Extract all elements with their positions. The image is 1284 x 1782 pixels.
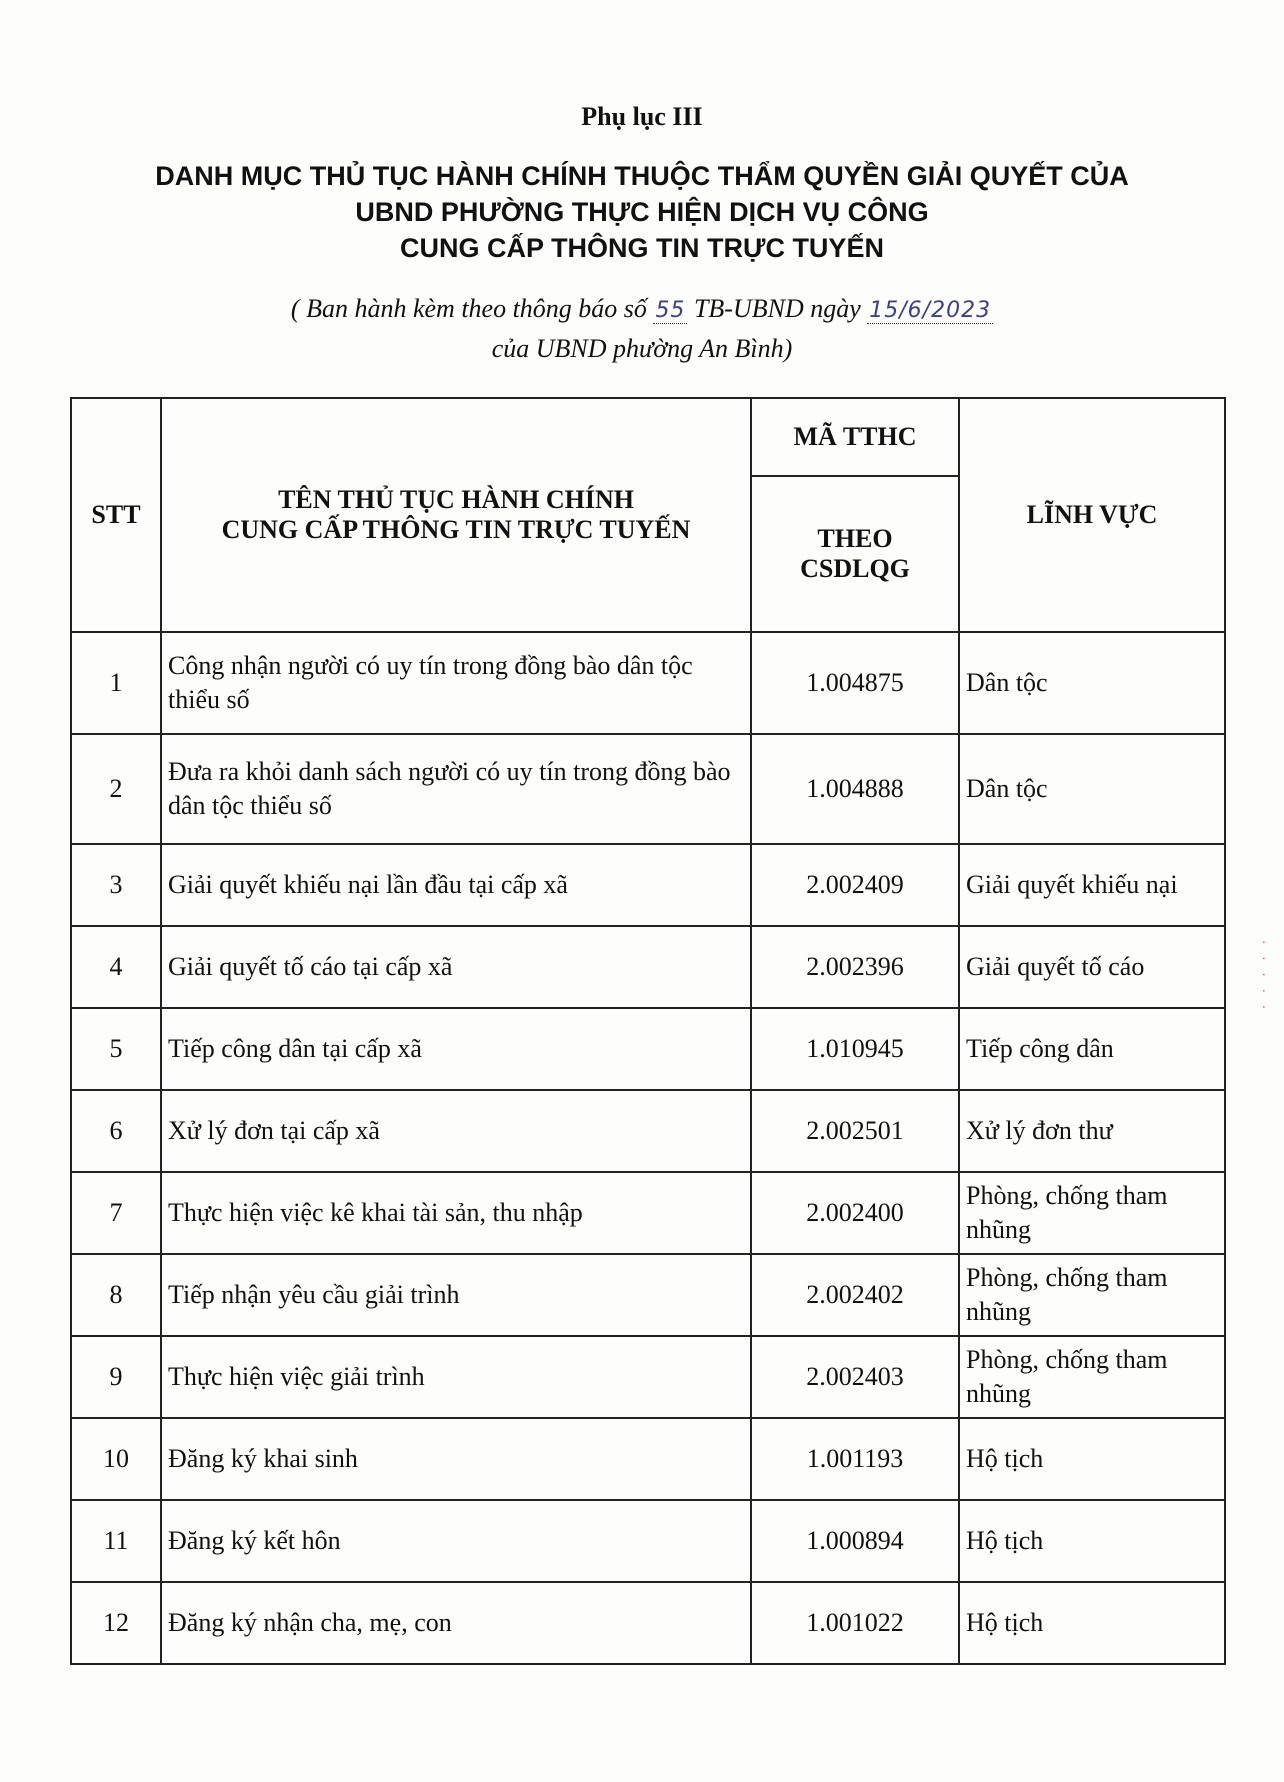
- table-row: [71, 1254, 1225, 1336]
- row-code: 2.002396: [751, 926, 959, 1008]
- margin-stamp-mark: · · · · ·: [1255, 940, 1270, 1014]
- row-procedure-name: Xử lý đơn tại cấp xã: [161, 1090, 751, 1172]
- row-code: 1.004875: [751, 632, 959, 734]
- subtitle-prefix: ( Ban hành kèm theo thông báo số: [290, 294, 647, 323]
- table-row: [71, 1418, 1225, 1500]
- header-code-line-2: CSDLQG: [800, 554, 910, 583]
- row-field: Hộ tịch: [959, 1500, 1225, 1582]
- row-code: 1.000894: [751, 1500, 959, 1582]
- row-code: 2.002409: [751, 844, 959, 926]
- title-line-1: DANH MỤC THỦ TỤC HÀNH CHÍNH THUỘC THẨM QUYỀN GIẢI QUYẾT CỦA: [155, 161, 1129, 191]
- row-field: Hộ tịch: [959, 1418, 1225, 1500]
- row-stt: 2: [71, 734, 161, 844]
- row-stt: 10: [71, 1418, 161, 1500]
- row-stt: 4: [71, 926, 161, 1008]
- row-procedure-name: Công nhận người có uy tín trong đồng bào dân tộc thiểu số: [161, 632, 751, 734]
- subtitle-line-2: của UBND phường An Bình): [491, 334, 793, 363]
- row-procedure-name: Đăng ký khai sinh: [161, 1418, 751, 1500]
- row-stt: 7: [71, 1172, 161, 1254]
- row-procedure-name: Thực hiện việc kê khai tài sản, thu nhập: [161, 1172, 751, 1254]
- header-field: LĨNH VỰC: [959, 398, 1225, 632]
- header-procedure-name: [161, 398, 751, 632]
- table-row: [71, 926, 1225, 1008]
- table-row: [71, 1336, 1225, 1418]
- table-row: [71, 1172, 1225, 1254]
- notice-date: 15/6/2023: [869, 298, 992, 323]
- title-line-2: UBND PHƯỜNG THỰC HIỆN DỊCH VỤ CÔNG: [355, 197, 929, 227]
- row-stt: 9: [71, 1336, 161, 1418]
- row-field: Phòng, chống tham nhũng: [959, 1172, 1225, 1254]
- notice-number: 55: [655, 298, 686, 323]
- table-row: [71, 1500, 1225, 1582]
- document-title: [0, 158, 1284, 266]
- header-name-line-1: TÊN THỦ TỤC HÀNH CHÍNH: [278, 485, 634, 514]
- row-procedure-name: Đăng ký kết hôn: [161, 1500, 751, 1582]
- row-code: 2.002402: [751, 1254, 959, 1336]
- row-stt: 1: [71, 632, 161, 734]
- row-code: 2.002400: [751, 1172, 959, 1254]
- header-name-line-2: CUNG CẤP THÔNG TIN TRỰC TUYẾN: [221, 515, 691, 544]
- table-row: [71, 844, 1225, 926]
- document-subtitle: [0, 290, 1284, 368]
- row-code: 1.010945: [751, 1008, 959, 1090]
- table-row: [71, 1582, 1225, 1664]
- row-field: Phòng, chống tham nhũng: [959, 1254, 1225, 1336]
- header-code: [751, 476, 959, 632]
- row-stt: 11: [71, 1500, 161, 1582]
- row-stt: 5: [71, 1008, 161, 1090]
- row-stt: 12: [71, 1582, 161, 1664]
- row-code: 1.004888: [751, 734, 959, 844]
- row-field: Phòng, chống tham nhũng: [959, 1336, 1225, 1418]
- row-procedure-name: Thực hiện việc giải trình: [161, 1336, 751, 1418]
- row-procedure-name: Giải quyết tố cáo tại cấp xã: [161, 926, 751, 1008]
- procedures-table: [70, 397, 1226, 1665]
- row-field: Tiếp công dân: [959, 1008, 1225, 1090]
- row-field: Xử lý đơn thư: [959, 1090, 1225, 1172]
- row-field: Dân tộc: [959, 632, 1225, 734]
- row-procedure-name: Tiếp công dân tại cấp xã: [161, 1008, 751, 1090]
- table-row: [71, 1090, 1225, 1172]
- row-code: 2.002501: [751, 1090, 959, 1172]
- row-procedure-name: Tiếp nhận yêu cầu giải trình: [161, 1254, 751, 1336]
- row-code: 1.001022: [751, 1582, 959, 1664]
- table-row: [71, 734, 1225, 844]
- header-stt: STT: [71, 398, 161, 632]
- row-field: Dân tộc: [959, 734, 1225, 844]
- row-field: Hộ tịch: [959, 1582, 1225, 1664]
- table-row: [71, 1008, 1225, 1090]
- row-procedure-name: Đưa ra khỏi danh sách người có uy tín trong đồng bào dân tộc thiểu số: [161, 734, 751, 844]
- row-stt: 6: [71, 1090, 161, 1172]
- row-code: 2.002403: [751, 1336, 959, 1418]
- header-code-group: MÃ TTHC: [751, 398, 959, 476]
- row-code: 1.001193: [751, 1418, 959, 1500]
- subtitle-line-1: [0, 290, 1284, 330]
- row-stt: 8: [71, 1254, 161, 1336]
- appendix-label: Phụ lục III: [581, 102, 703, 131]
- row-field: Giải quyết tố cáo: [959, 926, 1225, 1008]
- table-row: [71, 632, 1225, 734]
- row-field: Giải quyết khiếu nại: [959, 844, 1225, 926]
- subtitle-middle: TB-UBND ngày: [693, 294, 861, 323]
- row-procedure-name: Đăng ký nhận cha, mẹ, con: [161, 1582, 751, 1664]
- row-procedure-name: Giải quyết khiếu nại lần đầu tại cấp xã: [161, 844, 751, 926]
- row-stt: 3: [71, 844, 161, 926]
- title-line-3: CUNG CẤP THÔNG TIN TRỰC TUYẾN: [400, 233, 884, 263]
- header-code-line-1: THEO: [817, 524, 893, 553]
